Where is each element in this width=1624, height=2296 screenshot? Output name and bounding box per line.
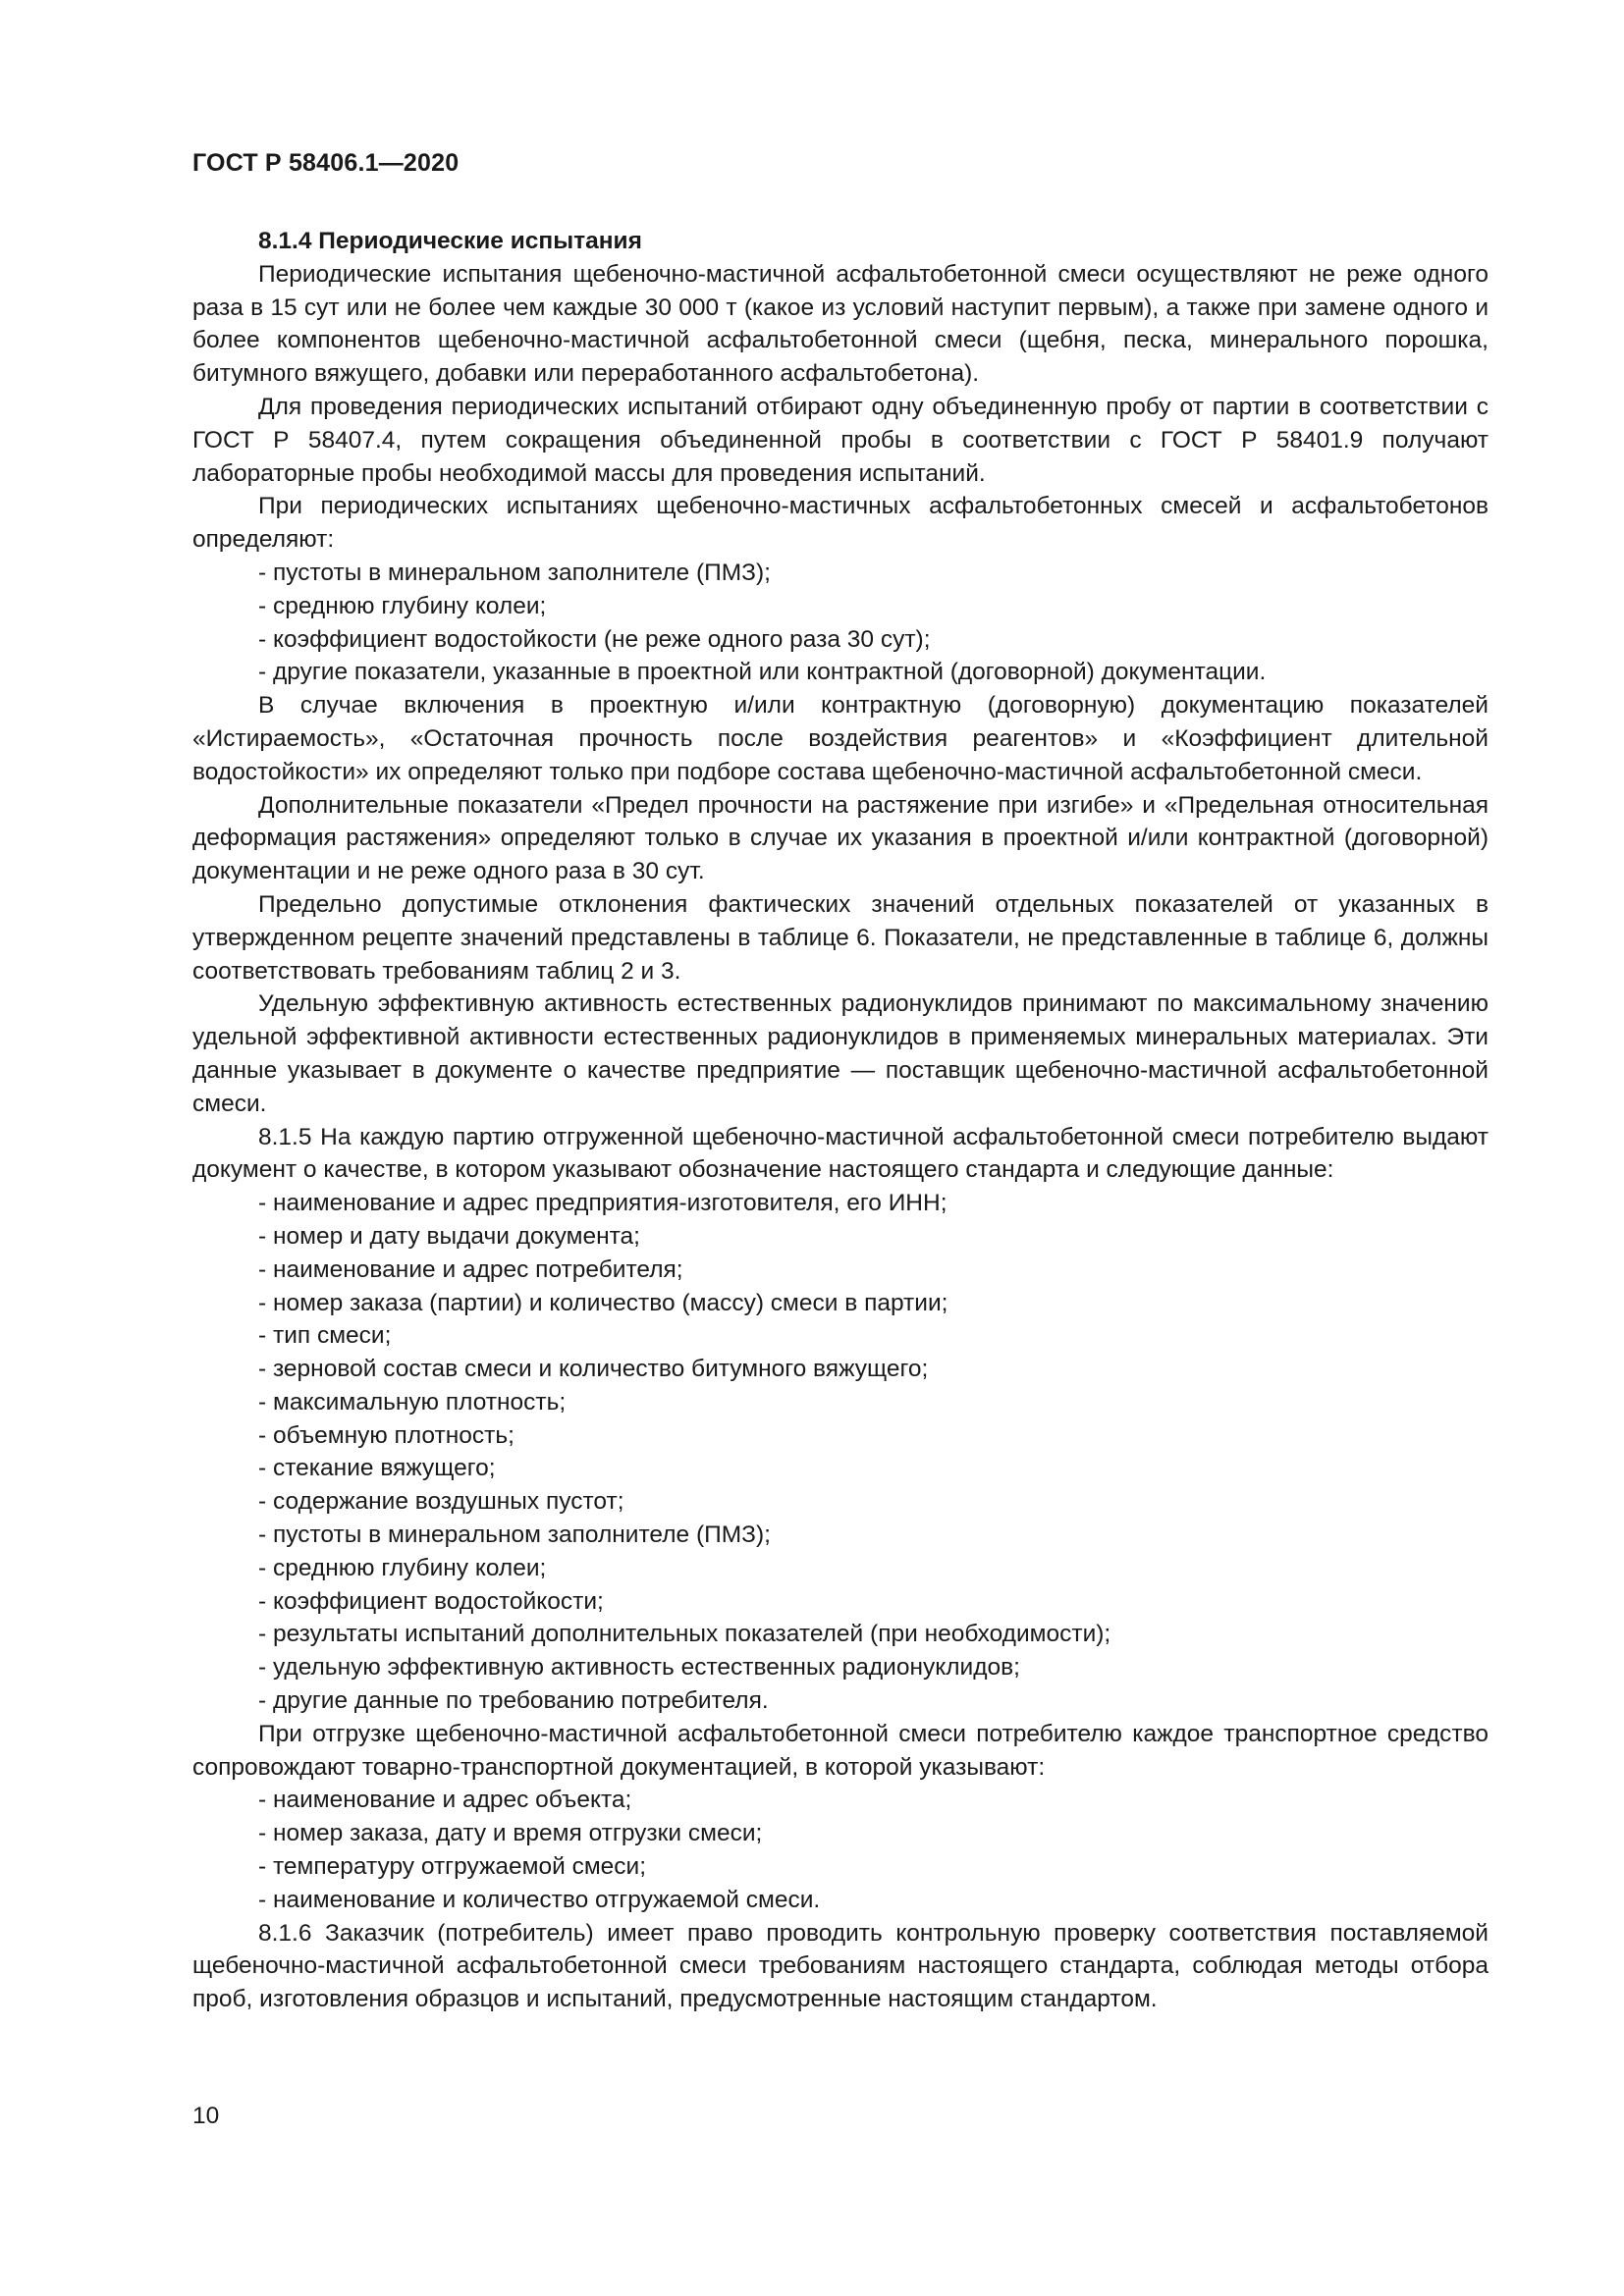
section-title: 8.1.4 Периодические испытания	[258, 228, 642, 254]
list-item: - температуру отгружаемой смеси;	[192, 1850, 1489, 1884]
paragraph: Удельную эффективную активность естественных радионуклидов принимают по максимальному значению удельной эффективной активности естественных радионуклидов в применяемых минеральных материалах. Эти данные указывает в документе о качестве предприятие — поставщик щебеночно-мастичной асфальтобетонной смеси.	[192, 990, 1489, 1117]
list-item: - коэффициент водостойкости;	[192, 1585, 1489, 1619]
paragraph: Дополнительные показатели «Предел прочности на растяжение при изгибе» и «Предельная относительная деформация растяжения» определяют только в случае их указания в проектной и/или контрактной (договорной) документации и не реже одного раза в 30 сут.	[192, 791, 1489, 885]
page-number: 10	[192, 2103, 220, 2129]
list-item: - объемную плотность;	[192, 1419, 1489, 1453]
paragraph: Предельно допустимые отклонения фактических значений отдельных показателей от указанных в утвержденном рецепте значений представлены в таблице 6. Показатели, не представленные в таблице 6, должны соответствовать требованиям таблиц 2 и 3.	[192, 890, 1489, 985]
list-item: - коэффициент водостойкости (не реже одного раза 30 сут);	[192, 623, 1489, 657]
list-item: - тип смеси;	[192, 1319, 1489, 1353]
list-item: - наименование и адрес предприятия-изготовителя, его ИНН;	[192, 1187, 1489, 1220]
list-item: - другие показатели, указанные в проектной или контрактной (договорной) документации.	[192, 656, 1489, 689]
paragraph: В случае включения в проектную и/или контрактную (договорную) документацию показателей «Истираемость», «Остаточная прочность после воздействия реагентов» и «Коэффициент длительной водостойкости» их определяют только при подборе состава щебеночно-мастичной асфальтобетонной смеси.	[192, 692, 1489, 785]
list-item: - номер заказа (партии) и количество (массу) смеси в партии;	[192, 1287, 1489, 1320]
list-item: - номер и дату выдачи документа;	[192, 1220, 1489, 1254]
list-item: - пустоты в минеральном заполнителе (ПМЗ);	[192, 1519, 1489, 1552]
list-item: - наименование и количество отгружаемой смеси.	[192, 1884, 1489, 1917]
page-header: ГОСТ Р 58406.1—2020	[192, 149, 460, 177]
paragraph: 8.1.5 На каждую партию отгруженной щебеночно-мастичной асфальтобетонной смеси потребителю выдают документ о качестве, в котором указывают обозначение настоящего стандарта и следующие данные:	[192, 1123, 1489, 1184]
list-periodic-tests	[192, 557, 1489, 689]
list-item: - наименование и адрес объекта;	[192, 1784, 1489, 1817]
list-item: - максимальную плотность;	[192, 1386, 1489, 1419]
list-item: - стекание вяжущего;	[192, 1452, 1489, 1485]
list-item: - среднюю глубину колеи;	[192, 1552, 1489, 1585]
paragraph: Для проведения периодических испытаний отбирают одну объединенную пробу от партии в соответствии с ГОСТ Р 58407.4, путем сокращения объединенной пробы в соответствии с ГОСТ Р 58401.9 получают лабораторные пробы необходимой массы для проведения испытаний.	[192, 393, 1489, 487]
list-item: - наименование и адрес потребителя;	[192, 1254, 1489, 1287]
paragraph: При периодических испытаниях щебеночно-мастичных асфальтобетонных смесей и асфальтобетонов определяют:	[192, 493, 1489, 554]
paragraph: 8.1.6 Заказчик (потребитель) имеет право проводить контрольную проверку соответствия поставляемой щебеночно-мастичной асфальтобетонной смеси требованиям настоящего стандарта, соблюдая методы отбора проб, изготовления образцов и испытаний, предусмотренные настоящим стандартом.	[192, 1919, 1489, 2013]
list-item: - пустоты в минеральном заполнителе (ПМЗ);	[192, 557, 1489, 590]
list-transport-document	[192, 1784, 1489, 1916]
paragraph: Периодические испытания щебеночно-мастичной асфальтобетонной смеси осуществляют не реже одного раза в 15 сут или не более чем каждые 30 000 т (какое из условий наступит первым), а также при замене одного и более компонентов щебеночно-мастичной асфальтобетонной смеси (щебня, песка, минерального порошка, битумного вяжущего, добавки или переработанного асфальтобетона).	[192, 260, 1489, 388]
document-body	[192, 225, 1489, 2016]
list-item: - удельную эффективную активность естественных радионуклидов;	[192, 1651, 1489, 1684]
list-item: - другие данные по требованию потребителя.	[192, 1684, 1489, 1718]
list-item: - содержание воздушных пустот;	[192, 1485, 1489, 1519]
list-item: - зерновой состав смеси и количество битумного вяжущего;	[192, 1353, 1489, 1386]
list-item: - номер заказа, дату и время отгрузки смеси;	[192, 1817, 1489, 1850]
paragraph: При отгрузке щебеночно-мастичной асфальтобетонной смеси потребителю каждое транспортное средство сопровождают товарно-транспортной документацией, в которой указывают:	[192, 1720, 1489, 1781]
list-quality-document	[192, 1187, 1489, 1718]
list-item: - среднюю глубину колеи;	[192, 590, 1489, 623]
list-item: - результаты испытаний дополнительных показателей (при необходимости);	[192, 1618, 1489, 1651]
